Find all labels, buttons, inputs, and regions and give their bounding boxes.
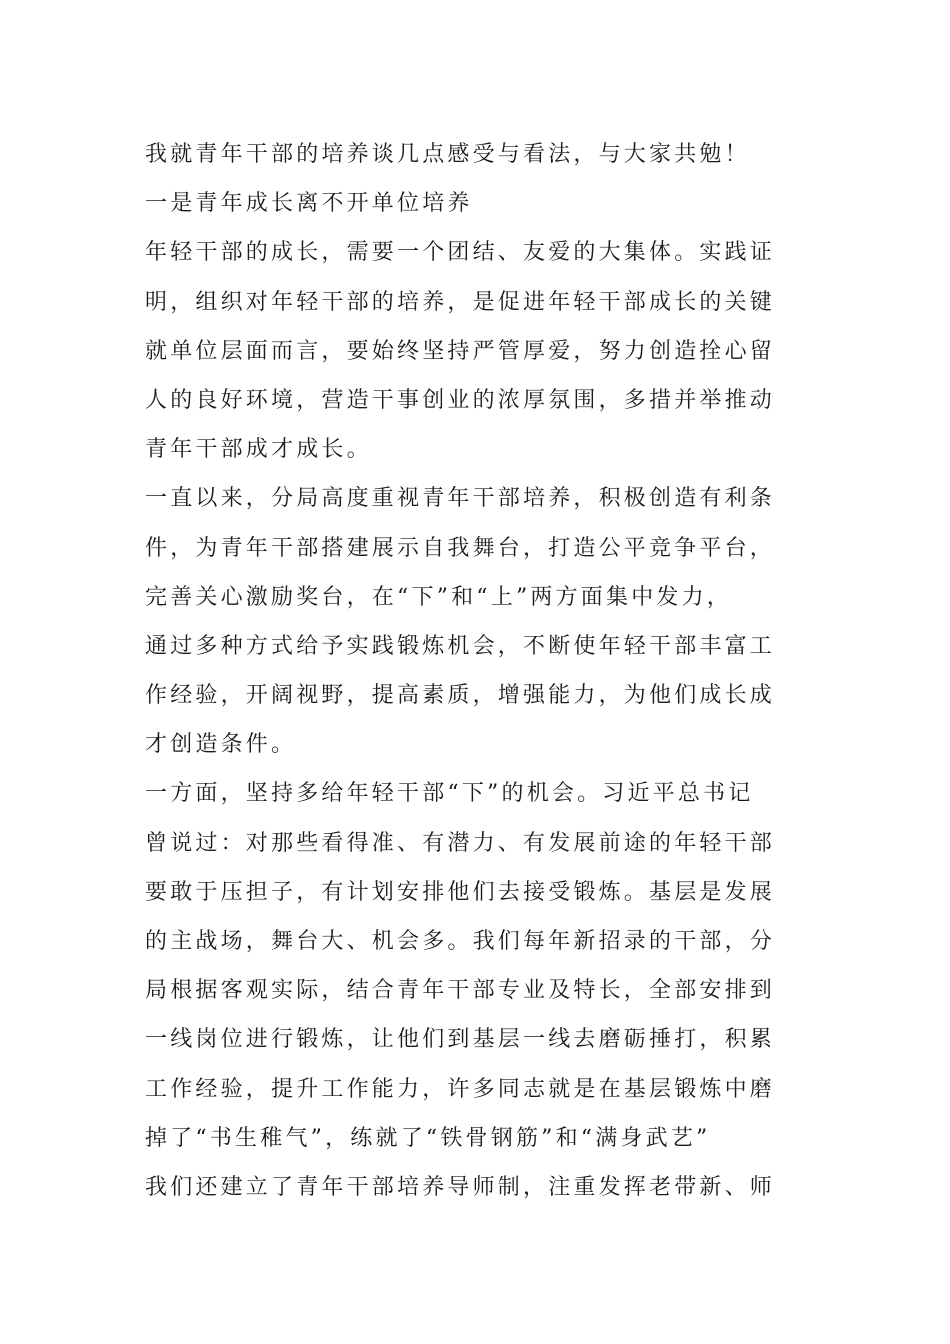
paragraph-line: 完善关心激励奖台，在“下”和“上”两方面集中发力， [145, 584, 732, 610]
paragraph-line: 一线岗位进行锻炼，让他们到基层一线去磨砺捶打，积累 [145, 1027, 776, 1053]
paragraph-line: 就单位层面而言，要始终坚持严管厚爱，努力创造拴心留 [145, 338, 776, 364]
paragraph-line: 要敢于压担子，有计划安排他们去接受锻炼。基层是发展 [145, 879, 776, 905]
document-body [145, 130, 815, 1212]
paragraph-line: 年轻干部的成长，需要一个团结、友爱的大集体。实践证 [145, 240, 776, 266]
paragraph-line: 通过多种方式给予实践锻炼机会，不断使年轻干部丰富工 [145, 633, 776, 659]
paragraph-line: 明，组织对年轻干部的培养，是促进年轻干部成长的关键 [145, 289, 776, 315]
paragraph-line: 的主战场，舞台大、机会多。我们每年新招录的干部，分 [145, 929, 776, 954]
paragraph-line: 作经验，开阔视野，提高素质，增强能力，为他们成长成 [145, 683, 776, 709]
paragraph-line: 工作经验，提升工作能力，许多同志就是在基层锻炼中磨 [145, 1076, 776, 1102]
paragraph-line: 掉了“书生稚气”，练就了“铁骨钢筋”和“满身武艺” [145, 1125, 711, 1151]
paragraph-line: 曾说过：对那些看得准、有潜力、有发展前途的年轻干部 [145, 830, 776, 856]
paragraph-line: 才创造条件。 [145, 732, 297, 758]
paragraph-line: 青年干部成才成长。 [145, 437, 372, 463]
paragraph-line: 一方面，坚持多给年轻干部“下”的机会。习近平总书记 [145, 781, 754, 807]
paragraph-line: 局根据客观实际，结合青年干部专业及特长，全部安排到 [145, 978, 776, 1004]
section-heading: 一是青年成长离不开单位培养 [145, 191, 473, 217]
intro-line: 我就青年干部的培养谈几点感受与看法，与大家共勉！ [145, 142, 750, 167]
paragraph-line: 人的良好环境，营造干事创业的浓厚氛围，多措并举推动 [145, 387, 776, 413]
paragraph-line: 件，为青年干部搭建展示自我舞台，打造公平竞争平台， [145, 535, 776, 561]
paragraph-line: 一直以来，分局高度重视青年干部培养，积极创造有利条 [145, 486, 776, 512]
paragraph-line: 我们还建立了青年干部培养导师制，注重发挥老带新、师 [145, 1174, 776, 1200]
